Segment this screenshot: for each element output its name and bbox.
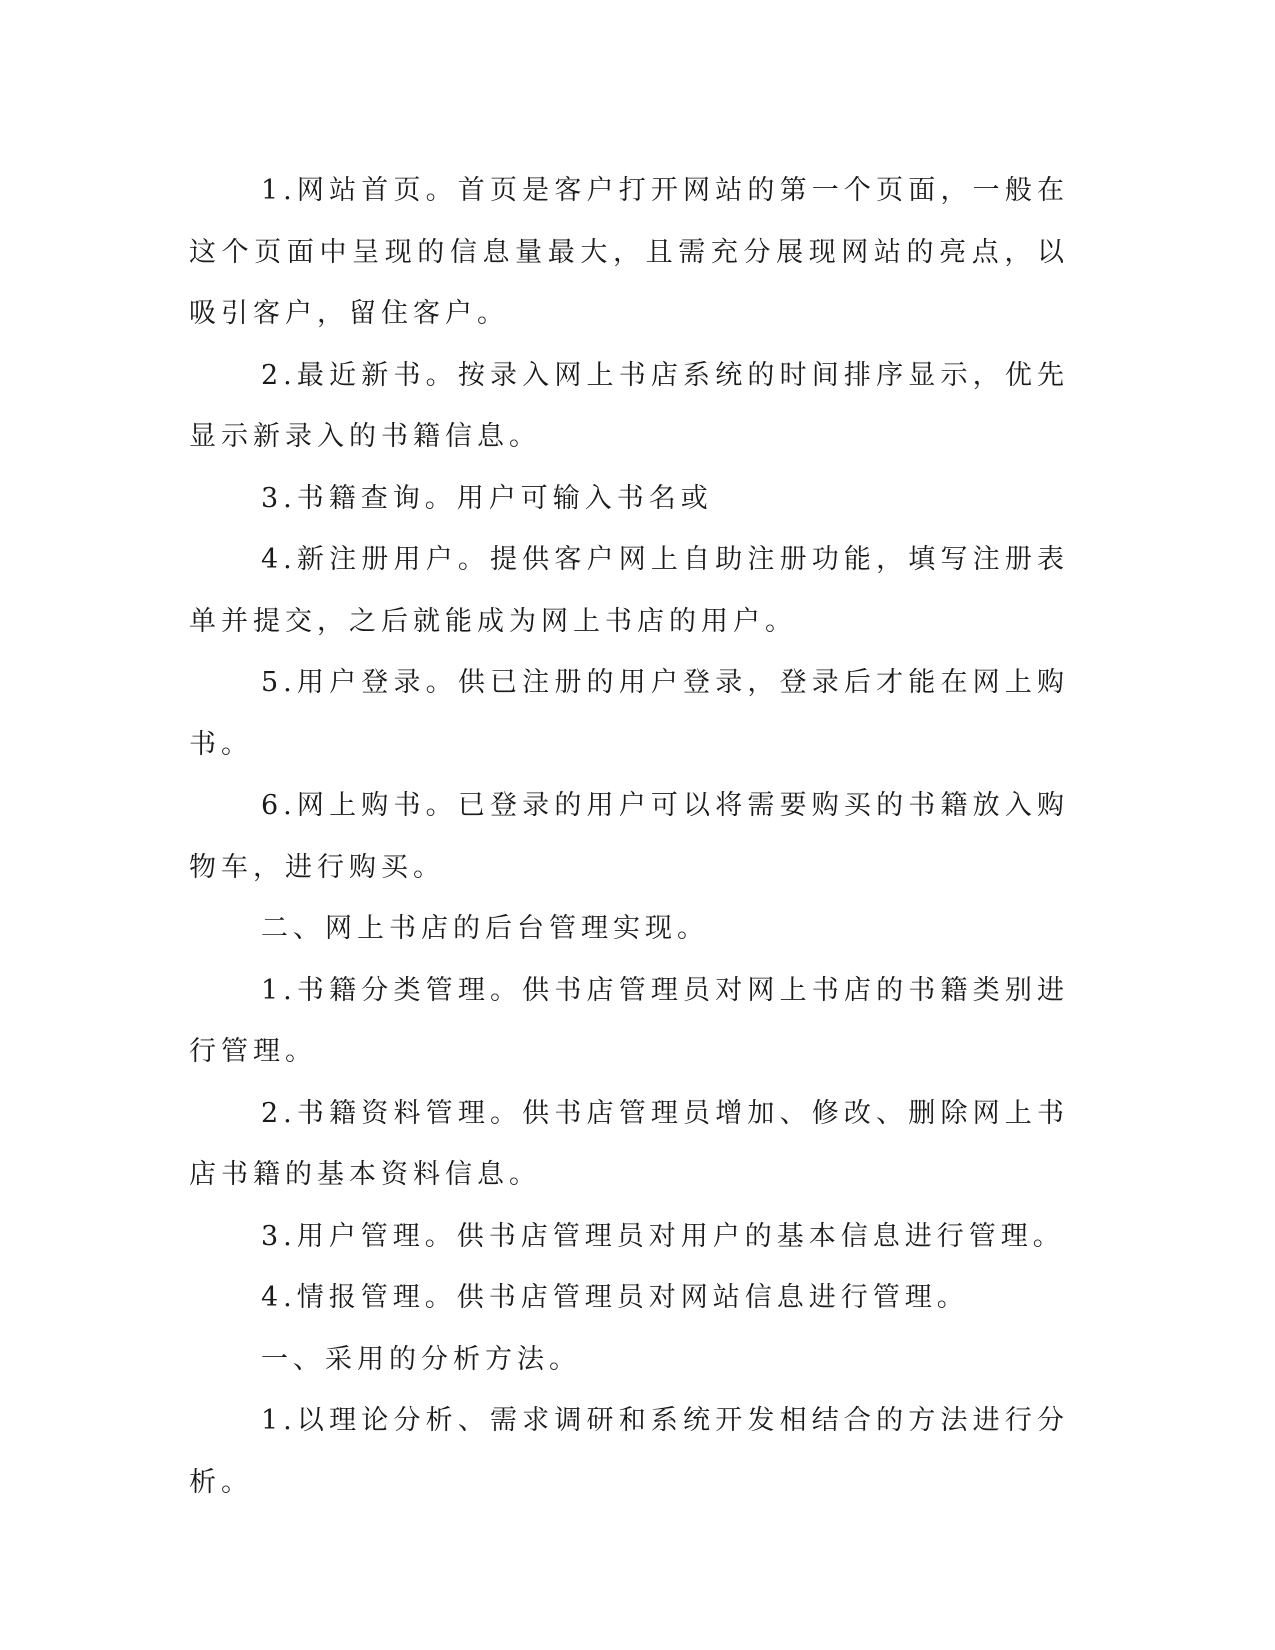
paragraph-user-management: 3.用户管理。供书店管理员对用户的基本信息进行管理。 — [261, 1220, 1065, 1252]
section-heading-analysis-method: 一、采用的分析方法。 — [261, 1343, 581, 1375]
paragraph-analysis-method: 1.以理论分析、需求调研和系统开发相结合的方法进行分析。 — [189, 1405, 1069, 1498]
paragraph-user-login: 5.用户登录。供已注册的用户登录，登录后才能在网上购书。 — [189, 667, 1069, 760]
section-heading-backend: 二、网上书店的后台管理实现。 — [261, 913, 709, 944]
paragraph-homepage: 1.网站首页。首页是客户打开网站的第一个页面，一般在这个页面中呈现的信息量最大，且需充分展现网站的亮点，以吸引客户，留住客户。 — [189, 175, 1069, 329]
paragraph-info-management: 4.情报管理。供书店管理员对网站信息进行管理。 — [261, 1282, 969, 1313]
paragraph-category-management: 1.书籍分类管理。供书店管理员对网上书店的书籍类别进行管理。 — [189, 974, 1069, 1067]
paragraph-user-registration: 4.新注册用户。提供客户网上自助注册功能，填写注册表单并提交，之后就能成为网上书店的用户。 — [189, 544, 1069, 637]
paragraph-book-search: 3.书籍查询。用户可输入书名或 — [261, 482, 713, 514]
document-body — [189, 160, 1069, 1513]
paragraph-new-books: 2.最近新书。按录入网上书店系统的时间排序显示，优先显示新录入的书籍信息。 — [189, 359, 1069, 452]
paragraph-online-purchase: 6.网上购书。已登录的用户可以将需要购买的书籍放入购物车，进行购买。 — [189, 790, 1069, 883]
paragraph-book-data-management: 2.书籍资料管理。供书店管理员增加、修改、删除网上书店书籍的基本资料信息。 — [189, 1097, 1069, 1190]
